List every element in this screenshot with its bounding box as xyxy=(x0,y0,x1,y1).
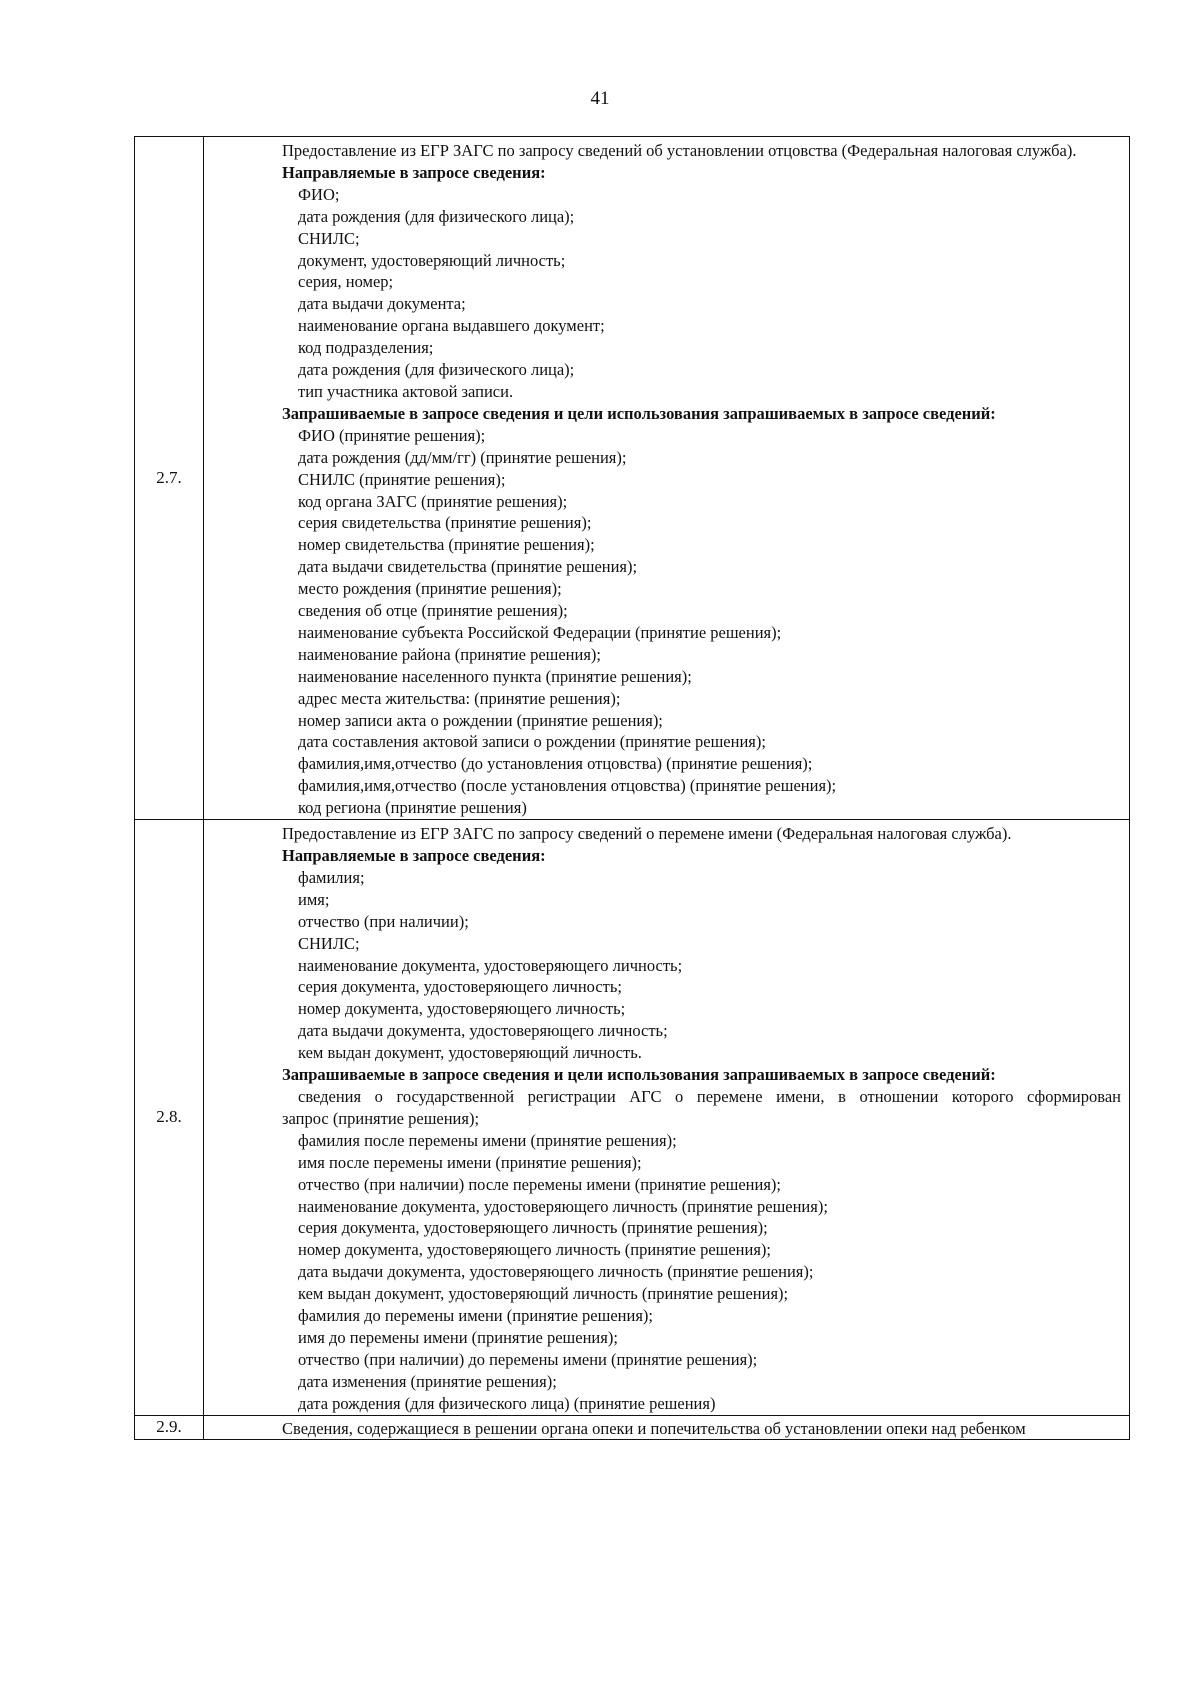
row-number: 2.7. xyxy=(135,137,204,820)
content-line: имя; xyxy=(298,889,330,909)
content-line: фамилия после перемены имени (принятие решения); xyxy=(298,1130,677,1150)
content-line: код органа ЗАГС (принятие решения); xyxy=(298,491,568,511)
row-content xyxy=(204,137,1130,820)
table-body xyxy=(135,137,1130,1440)
content-line: код региона (принятие решения) xyxy=(298,798,527,818)
content-line: ФИО (принятие решения); xyxy=(298,425,486,445)
content-line: имя после перемены имени (принятие решения); xyxy=(298,1152,642,1172)
content-line: отчество (при наличии) после перемены имени (принятие решения); xyxy=(298,1174,781,1194)
content-line: дата выдачи документа, удостоверяющего личность; xyxy=(298,1021,668,1041)
section-heading: Запрашиваемые в запросе сведения и цели использования запрашиваемых в запросе сведений: xyxy=(282,1065,996,1085)
content-line: код подразделения; xyxy=(298,338,434,358)
content-line: место рождения (принятие решения); xyxy=(298,579,562,599)
table-row xyxy=(135,137,1130,820)
section-heading: Запрашиваемые в запросе сведения и цели использования запрашиваемых в запросе сведений: xyxy=(282,403,996,423)
content-line: номер свидетельства (принятие решения); xyxy=(298,535,595,555)
content-line: наименование органа выдавшего документ; xyxy=(298,316,605,336)
content-line: дата рождения (для физического лица) (принятие решения) xyxy=(298,1393,716,1413)
content-line: дата составления актовой записи о рождении (принятие решения); xyxy=(298,732,766,752)
content-line: дата рождения (для физического лица); xyxy=(298,360,575,380)
content-line: Предоставление из ЕГР ЗАГС по запросу сведений о перемене имени (Федеральная налоговая служба). xyxy=(282,824,1012,844)
content-line: дата выдачи документа; xyxy=(298,294,466,314)
content-line: наименование района (принятие решения); xyxy=(298,644,602,664)
content-line: фамилия; xyxy=(298,867,365,887)
content-line: дата рождения (для физического лица); xyxy=(298,206,575,226)
content-line: серия, номер; xyxy=(298,272,394,292)
content-line: кем выдан документ, удостоверяющий личность (принятие решения); xyxy=(298,1284,789,1304)
content-line: Предоставление из ЕГР ЗАГС по запросу сведений об установлении отцовства (Федеральная налоговая служба). xyxy=(282,141,1077,160)
content-line: тип участника актовой записи. xyxy=(298,381,514,401)
table-row xyxy=(135,1415,1130,1439)
data-table xyxy=(134,136,1130,1440)
content-line: адрес места жительства: (принятие решения); xyxy=(298,688,621,708)
content-line: серия документа, удостоверяющего личность (принятие решения); xyxy=(298,1218,768,1238)
content-line: наименование населенного пункта (принятие решения); xyxy=(298,666,692,686)
content-line: дата выдачи документа, удостоверяющего личность (принятие решения); xyxy=(298,1262,814,1282)
section-heading: Направляемые в запросе сведения: xyxy=(282,162,546,182)
row-content xyxy=(204,820,1130,1415)
content-line: номер документа, удостоверяющего личность (принятие решения); xyxy=(298,1240,772,1260)
content-line: дата рождения (дд/мм/гг) (принятие решения); xyxy=(298,447,627,467)
content-line: СНИЛС; xyxy=(298,228,360,248)
page-number: 41 xyxy=(590,88,610,109)
content-line: запрос (принятие решения); xyxy=(282,1108,480,1128)
row-content xyxy=(204,1415,1130,1439)
content-line: номер документа, удостоверяющего личность; xyxy=(298,999,626,1019)
content-line: сведения об отце (принятие решения); xyxy=(298,601,568,621)
content-line: фамилия,имя,отчество (после установления отцовства) (принятие решения); xyxy=(298,776,837,796)
content-line: сведения о государственной регистрации АГС о перемене имени, в отношении которого сформирован xyxy=(298,1086,1121,1106)
content-line: отчество (при наличии) до перемены имени (принятие решения); xyxy=(298,1349,758,1369)
content-line: наименование субъекта Российской Федерации (принятие решения); xyxy=(298,622,782,642)
content-line: дата выдачи свидетельства (принятие решения); xyxy=(298,557,638,577)
content-line: фамилия до перемены имени (принятие решения); xyxy=(298,1306,653,1326)
content-line: ФИО; xyxy=(298,184,340,204)
section-heading: Направляемые в запросе сведения: xyxy=(282,846,546,865)
content-line: имя до перемены имени (принятие решения); xyxy=(298,1327,618,1347)
content-line: кем выдан документ, удостоверяющий личность. xyxy=(298,1043,642,1063)
content-line: дата изменения (принятие решения); xyxy=(298,1371,557,1391)
content-line: серия документа, удостоверяющего личность; xyxy=(298,977,622,997)
content-line: СНИЛС; xyxy=(298,933,360,953)
content-line: Сведения, содержащиеся в решении органа опеки и попечительства об установлении опеки над ребенком xyxy=(282,1418,1026,1438)
content-line: номер записи акта о рождении (принятие решения); xyxy=(298,710,663,730)
content-line: наименование документа, удостоверяющего личность; xyxy=(298,955,683,975)
row-number: 2.9. xyxy=(135,1415,204,1439)
content-line: СНИЛС (принятие решения); xyxy=(298,469,506,489)
content-line: отчество (при наличии); xyxy=(298,911,469,931)
row-number: 2.8. xyxy=(135,820,204,1415)
content-line: серия свидетельства (принятие решения); xyxy=(298,513,592,533)
content-line: фамилия,имя,отчество (до установления отцовства) (принятие решения); xyxy=(298,754,813,774)
content-line: наименование документа, удостоверяющего личность (принятие решения); xyxy=(298,1196,828,1216)
content-line: документ, удостоверяющий личность; xyxy=(298,250,566,270)
table-row xyxy=(135,820,1130,1415)
